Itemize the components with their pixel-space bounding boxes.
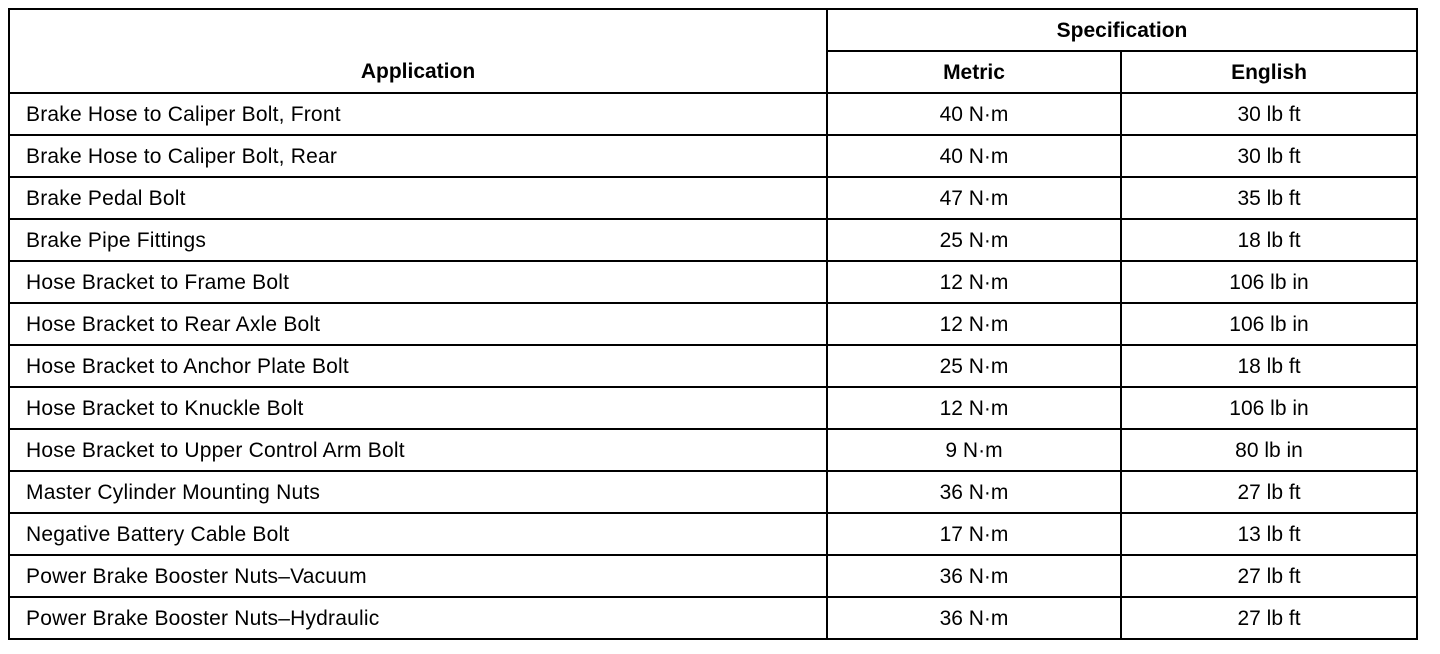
table-row bbox=[9, 387, 1417, 429]
table-row bbox=[9, 219, 1417, 261]
application-cell: Hose Bracket to Frame Bolt bbox=[9, 261, 827, 303]
metric-cell: 36 N·m bbox=[827, 597, 1121, 639]
table-row bbox=[9, 429, 1417, 471]
application-cell: Master Cylinder Mounting Nuts bbox=[9, 471, 827, 513]
table-row bbox=[9, 471, 1417, 513]
table-row bbox=[9, 261, 1417, 303]
english-cell: 30 lb ft bbox=[1121, 135, 1417, 177]
metric-cell: 36 N·m bbox=[827, 555, 1121, 597]
specification-header: Specification bbox=[827, 9, 1417, 51]
english-header: English bbox=[1121, 51, 1417, 93]
english-cell: 106 lb in bbox=[1121, 387, 1417, 429]
metric-cell: 17 N·m bbox=[827, 513, 1121, 555]
application-cell: Brake Pipe Fittings bbox=[9, 219, 827, 261]
english-cell: 27 lb ft bbox=[1121, 471, 1417, 513]
metric-cell: 47 N·m bbox=[827, 177, 1121, 219]
english-cell: 27 lb ft bbox=[1121, 597, 1417, 639]
metric-cell: 25 N·m bbox=[827, 219, 1121, 261]
torque-specification-table bbox=[8, 8, 1418, 640]
application-cell: Negative Battery Cable Bolt bbox=[9, 513, 827, 555]
metric-cell: 25 N·m bbox=[827, 345, 1121, 387]
header-row-top bbox=[9, 9, 1417, 51]
table-row bbox=[9, 135, 1417, 177]
metric-cell: 40 N·m bbox=[827, 93, 1121, 135]
application-cell: Brake Hose to Caliper Bolt, Rear bbox=[9, 135, 827, 177]
table-row bbox=[9, 555, 1417, 597]
english-cell: 13 lb ft bbox=[1121, 513, 1417, 555]
english-cell: 27 lb ft bbox=[1121, 555, 1417, 597]
metric-cell: 9 N·m bbox=[827, 429, 1121, 471]
english-cell: 30 lb ft bbox=[1121, 93, 1417, 135]
application-header: Application bbox=[9, 9, 827, 93]
table-row bbox=[9, 303, 1417, 345]
application-cell: Hose Bracket to Anchor Plate Bolt bbox=[9, 345, 827, 387]
table-header bbox=[9, 9, 1417, 93]
metric-header: Metric bbox=[827, 51, 1121, 93]
english-cell: 80 lb in bbox=[1121, 429, 1417, 471]
table-row bbox=[9, 345, 1417, 387]
metric-cell: 12 N·m bbox=[827, 261, 1121, 303]
metric-cell: 12 N·m bbox=[827, 387, 1121, 429]
metric-cell: 12 N·m bbox=[827, 303, 1121, 345]
application-cell: Power Brake Booster Nuts–Vacuum bbox=[9, 555, 827, 597]
metric-cell: 36 N·m bbox=[827, 471, 1121, 513]
table-row bbox=[9, 513, 1417, 555]
english-cell: 106 lb in bbox=[1121, 303, 1417, 345]
application-cell: Hose Bracket to Upper Control Arm Bolt bbox=[9, 429, 827, 471]
application-cell: Brake Hose to Caliper Bolt, Front bbox=[9, 93, 827, 135]
table-row bbox=[9, 93, 1417, 135]
application-cell: Hose Bracket to Knuckle Bolt bbox=[9, 387, 827, 429]
english-cell: 18 lb ft bbox=[1121, 345, 1417, 387]
english-cell: 18 lb ft bbox=[1121, 219, 1417, 261]
table-body bbox=[9, 93, 1417, 639]
metric-cell: 40 N·m bbox=[827, 135, 1121, 177]
application-cell: Hose Bracket to Rear Axle Bolt bbox=[9, 303, 827, 345]
table-row bbox=[9, 177, 1417, 219]
application-cell: Brake Pedal Bolt bbox=[9, 177, 827, 219]
table-row bbox=[9, 597, 1417, 639]
application-cell: Power Brake Booster Nuts–Hydraulic bbox=[9, 597, 827, 639]
english-cell: 35 lb ft bbox=[1121, 177, 1417, 219]
english-cell: 106 lb in bbox=[1121, 261, 1417, 303]
